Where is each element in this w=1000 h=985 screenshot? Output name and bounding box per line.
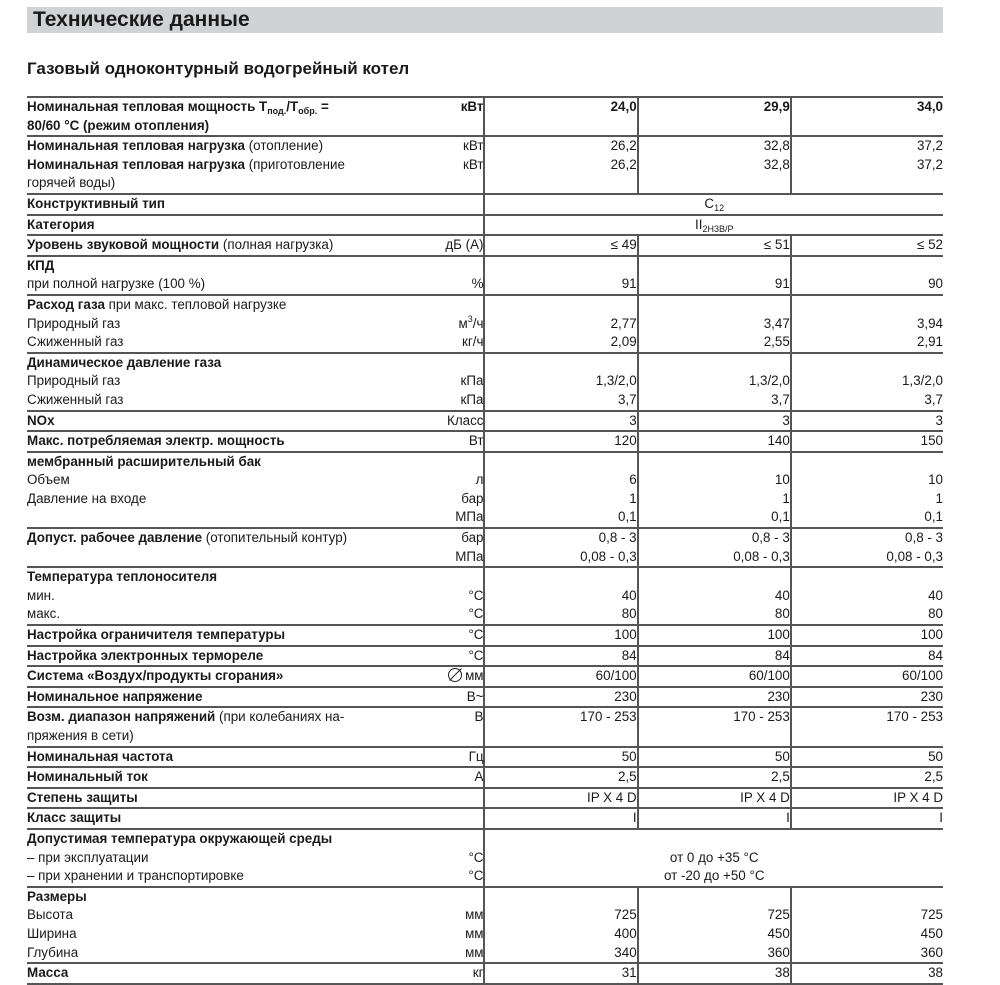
sub-row-label: Глубина [27,944,79,960]
subscript: под. [267,106,287,116]
row-label: Класс защиты [27,810,122,826]
value-col1: 3,7 [618,391,637,407]
row-label-note: (отопительный контур) [202,530,348,546]
unit: Гц [468,748,484,764]
sub-row-label: – при эксплуатации [27,849,149,865]
sub-row-label: Сжиженный газ [27,391,124,407]
value-col3: 2,91 [916,334,943,350]
value-col2: 230 [638,687,791,708]
value-range: от 0 до +35 °C [669,849,759,865]
value-col2: I [638,808,791,829]
value-col1: 2,5 [484,767,637,788]
subscript: обр. [298,106,318,116]
value-merged [484,194,943,215]
value-col2: 140 [638,431,791,452]
unit: °C [468,587,484,603]
value-col1: 0,08 - 0,3 [580,548,637,564]
value-col3: I [791,808,943,829]
value-col3: 50 [791,747,943,768]
value-range: от -20 до +50 °C [663,868,765,884]
row-label: Макс. потребляемая электр. мощность [27,433,285,449]
value-col1: 3 [484,411,637,432]
table-row-nox [27,411,943,432]
value-col2: 1,3/2,0 [748,373,790,389]
spec-table [27,96,943,985]
value-col1: 120 [484,431,637,452]
unit: кПа [460,391,484,407]
value-col1: 31 [484,963,637,984]
page-title: Технические данные [33,8,250,31]
row-label: NOx [27,412,55,428]
value-col3: 10 [928,472,943,488]
unit: °C [468,606,484,622]
value-col1: 340 [614,944,637,960]
table-row-flue-system [27,666,943,687]
row-label: Уровень звуковой мощности [27,237,220,253]
value-col3: 3,94 [916,315,943,331]
value-col2: 38 [638,963,791,984]
value-col1: 60/100 [484,666,637,687]
unit: В [474,709,484,725]
value-main: C [704,195,715,211]
unit: °C [468,849,484,865]
row-label: КПД [27,257,55,273]
page-subtitle: Газовый одноконтурный водогрейный котел [27,59,410,78]
value-col1: 100 [484,625,637,646]
value-col2: 0,1 [771,509,790,525]
section-title-bar [27,7,943,33]
table-row-noise [27,235,943,256]
value-col1: 6 [629,472,637,488]
unit: °C [468,627,484,643]
value-col2: 3,7 [771,391,790,407]
unit: л [475,472,484,488]
unit: кВт [463,156,484,172]
value-col3: 34,0 [791,97,943,136]
value-col2: 170 - 253 [638,707,791,746]
value-col3: 37,2 [916,156,943,172]
sub-row-label: – при хранении и транспортировке [27,868,244,884]
value-col3: 2,5 [791,767,943,788]
unit: мм [465,668,484,684]
unit: мм [465,925,484,941]
unit: кВт [463,138,484,154]
table-row-coolant-temperature [27,567,943,625]
row-label: Номинальная частота [27,748,174,764]
unit: кг [472,965,484,981]
unit: бар [461,530,484,546]
value-col2: 50 [638,747,791,768]
value-col1: 725 [614,907,637,923]
table-row-operating-pressure [27,528,943,567]
sub-row-label: Давление на входе [27,490,147,506]
value-merged [484,215,943,236]
value-col1: 0,1 [618,509,637,525]
unit: кВт [460,99,484,114]
unit: мм [465,907,484,923]
value-col3: 360 [920,944,943,960]
row-label-note: (полная нагрузка) [219,237,334,253]
row-label-part: = [317,99,329,114]
row-label-part: /T [286,99,299,114]
table-row-voltage-range [27,707,943,746]
table-row-dimensions [27,887,943,963]
row-label-note: при макс. тепловой нагрузке [104,296,287,312]
row-label: Масса [27,965,69,981]
value-col3: 40 [928,587,943,603]
row-label-line2: горячей воды) [27,175,116,191]
row-label: Динамическое давление газа [27,354,222,370]
value-col2: 32,8 [763,156,790,172]
value-col2: 29,9 [638,97,791,136]
unit: °C [468,647,484,663]
value-col3: 0,8 - 3 [905,530,943,546]
unit: кПа [460,373,484,389]
value-col1: 2,09 [610,334,637,350]
table-row-efficiency [27,256,943,295]
table-row-category [27,215,943,236]
value-col1: I [484,808,637,829]
row-label: Допуст. рабочее давление [27,530,203,546]
value-col3: IP X 4 D [791,788,943,809]
row-label: Номинальное напряжение [27,688,203,704]
value-col2: 450 [767,925,790,941]
table-row-ip-rating [27,788,943,809]
table-row-gas-flow [27,295,943,353]
value-col3: 150 [791,431,943,452]
value-col3: 80 [928,606,943,622]
row-label-line2: 80/60 °C (режим отопления) [27,117,210,133]
value-col2: 32,8 [763,138,790,154]
sub-row-label: Сжиженный газ [27,334,124,350]
unit: МПа [455,509,484,525]
row-label: Степень защиты [27,789,138,805]
row-label: Настройка ограничителя температуры [27,627,286,643]
row-label: Возм. диапазон напряжений [27,709,216,725]
value-col3: 1 [935,490,943,506]
value-col2: 2,55 [763,334,790,350]
sub-row-label: мин. [27,587,55,603]
diameter-icon [448,668,462,682]
value-col2: 80 [774,606,790,622]
value-col3: 1,3/2,0 [902,373,943,389]
value-col1: 170 - 253 [484,707,637,746]
value-col3: 0,08 - 0,3 [886,548,943,564]
value-col2: 0,08 - 0,3 [733,548,790,564]
value-col1: 0,8 - 3 [598,530,637,546]
row-label: Номинальный ток [27,769,148,785]
table-row-current [27,767,943,788]
table-row-rated-power [27,97,943,136]
value-col3: 60/100 [791,666,943,687]
sub-row-label: Природный газ [27,373,121,389]
unit: А [474,769,484,785]
table-row-design-type [27,194,943,215]
value-col1: 40 [621,587,637,603]
row-label: Номинальная тепловая мощность T [27,99,268,114]
row-label: Размеры [27,888,87,904]
value-col2: 40 [774,587,790,603]
value-col3: 170 - 253 [791,707,943,746]
value-col1: 26,2 [610,156,637,172]
row-label-note: (отопление) [244,138,324,154]
unit: дБ (А) [445,237,484,253]
value-col3: 725 [920,907,943,923]
value-main: II [695,216,703,232]
sub-row-label: макс. [27,606,61,622]
table-row-voltage [27,687,943,708]
unit: Вт [468,433,484,449]
value-col3: 450 [920,925,943,941]
unit: МПа [455,548,484,564]
value-col2: 1 [782,490,790,506]
row-label-note: (приготовление [244,156,345,172]
value-col3: 84 [791,646,943,667]
value-col3: ≤ 52 [791,235,943,256]
value-col3: 3,7 [924,391,943,407]
value-col2: 0,8 - 3 [751,530,790,546]
row-label: Категория [27,216,95,232]
value-col3: 37,2 [916,138,943,154]
subscript: 12 [714,202,725,213]
value-col1: 24,0 [484,97,637,136]
value-col2: 360 [767,944,790,960]
value-col2: 60/100 [638,666,791,687]
value-col1: 80 [621,606,637,622]
value-col2: 3,47 [763,315,790,331]
row-label: Температура теплоносителя [27,569,218,585]
row-label-line2: при полной нагрузке (100 %) [27,276,206,292]
table-row-gas-pressure [27,353,943,411]
value-col2: 100 [638,625,791,646]
row-label: Система «Воздух/продукты сгорания» [27,668,284,684]
row-label-line2: пряжения в сети) [27,728,134,743]
sub-row-label: Природный газ [27,315,121,331]
sub-row-label: Высота [27,907,73,923]
row-label: Расход газа [27,296,105,312]
value-col1: 84 [484,646,637,667]
unit: В~ [466,688,484,704]
row-label: мембранный расширительный бак [27,453,261,469]
subscript: 2H3B/P [702,223,734,234]
unit: °C [468,868,484,884]
table-row-protection-class [27,808,943,829]
sub-row-label: Ширина [27,925,77,941]
row-label: Настройка электронных термореле [27,647,264,663]
unit: кг/ч [462,334,484,350]
value-col3: 0,1 [924,509,943,525]
table-row-mass [27,963,943,984]
value-col2: 725 [767,907,790,923]
unit-part: /ч [472,315,484,331]
unit: бар [461,490,484,506]
table-row-expansion-tank [27,452,943,528]
unit: Класс [447,412,484,428]
value-col1: 91 [621,276,637,292]
value-col2: 91 [774,276,790,292]
value-col3: 100 [791,625,943,646]
table-row-temp-limiter [27,625,943,646]
value-col2: IP X 4 D [638,788,791,809]
value-col2: 10 [774,472,790,488]
value-col2: 84 [638,646,791,667]
row-label: Номинальная тепловая нагрузка [27,156,245,172]
value-col2: 2,5 [638,767,791,788]
row-label: Конструктивный тип [27,195,165,211]
value-col1: 50 [484,747,637,768]
superscript: 3 [467,313,473,324]
value-col1: ≤ 49 [484,235,637,256]
value-col1: 1 [629,490,637,506]
value-col1: 2,77 [610,315,637,331]
value-col3: 230 [791,687,943,708]
unit: мм [465,944,484,960]
value-col1: 230 [484,687,637,708]
table-row-frequency [27,747,943,768]
value-merged [484,829,943,887]
table-row-thermo-relay [27,646,943,667]
value-col3: 90 [928,276,943,292]
value-col2: ≤ 51 [638,235,791,256]
value-col1: IP X 4 D [484,788,637,809]
value-col1: 400 [614,925,637,941]
unit: м [458,315,468,331]
row-label: Номинальная тепловая нагрузка [27,138,245,154]
value-col3: 38 [791,963,943,984]
sub-row-label: Объем [27,472,70,488]
value-col3: 3 [791,411,943,432]
row-label-note: (при колебаниях на- [215,709,345,725]
value-col1: 26,2 [610,138,637,154]
row-label: Допустимая температура окружающей среды [27,830,333,846]
table-row-ambient-temperature [27,829,943,887]
value-col1: 1,3/2,0 [595,373,637,389]
value-col2: 3 [638,411,791,432]
table-row-electric-power [27,431,943,452]
unit: % [471,276,484,292]
table-row-heat-load [27,136,943,194]
